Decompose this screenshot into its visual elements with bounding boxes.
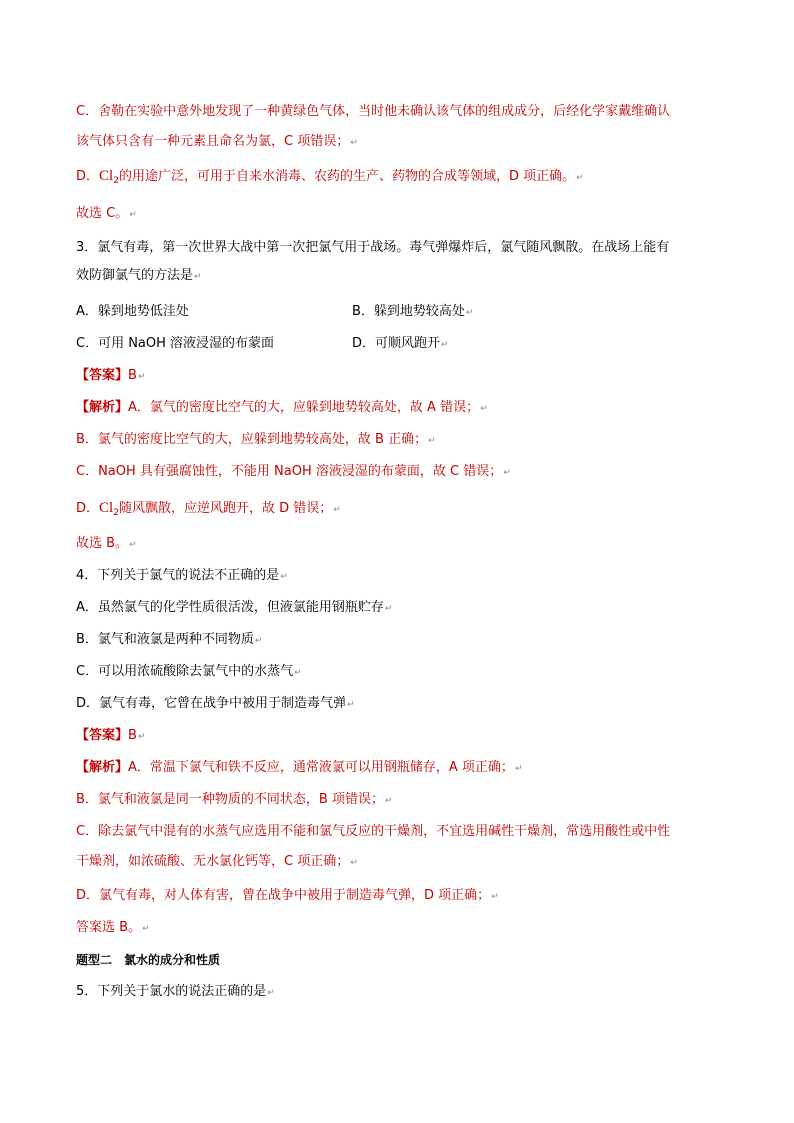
q3-option-a: A．躲到地势低洼处 xyxy=(76,304,189,319)
q3-analysis-b: B．氯气的密度比空气的大，应躲到地势较高处，故 B 正确；↵ xyxy=(76,432,436,447)
q3-analysis-c: C．NaOH 具有强腐蚀性，不能用 NaOH 溶液浸湿的布蒙面，故 C 错误；↵ xyxy=(76,464,511,479)
q4-analysis-b: B．氯气和液氯是同一种物质的不同状态，B 项错误；↵ xyxy=(76,792,393,807)
q3-option-c: C．可用 NaOH 溶液浸湿的布蒙面 xyxy=(76,336,275,351)
q4-conclusion: 答案选 B。↵ xyxy=(76,920,150,935)
q3-option-d: D．可顺风跑开↵ xyxy=(352,336,449,351)
q4-analysis-c-line2: 干燥剂，如浓硫酸、无水氯化钙等，C 项正确；↵ xyxy=(76,854,358,869)
q4-stem: 4．下列关于氯气的说法不正确的是↵ xyxy=(76,568,288,583)
q3-answer: 【答案】B↵ xyxy=(76,368,146,383)
q3-analysis-d: D．$Cl_2$随风飘散，应逆风跑开，故 D 错误；↵ xyxy=(76,500,341,518)
q4-analysis-a: 【解析】A．常温下氯气和铁不反应，通常液氯可以用钢瓶储存，A 项正确；↵ xyxy=(76,760,523,775)
q4-option-b: B．氯气和液氯是两种不同物质↵ xyxy=(76,632,263,647)
q3-options-row2 xyxy=(76,334,726,354)
q3-analysis-a: 【解析】A．氯气的密度比空气的大，应躲到地势较高处，故 A 错误；↵ xyxy=(76,400,488,415)
q4-analysis-d: D．氯气有毒，对人体有害，曾在战争中被用于制造毒气弹，D 项正确；↵ xyxy=(76,888,499,903)
q4-analysis-c-line1: C．除去氯气中混有的水蒸气应选用不能和氯气反应的干燥剂，不宜选用碱性干燥剂，常选用酸性或中性 xyxy=(76,824,671,839)
q2-conclusion: 故选 C。↵ xyxy=(76,206,137,221)
q5-stem: 5．下列关于氯水的说法正确的是↵ xyxy=(76,984,275,999)
q4-option-a: A．虽然氯气的化学性质很活泼，但液氯能用钢瓶贮存↵ xyxy=(76,600,393,615)
q3-stem-line1: 3．氯气有毒，第一次世界大战中第一次把氯气用于战场。毒气弹爆炸后，氯气随风飘散。在战场上能有 xyxy=(76,240,670,255)
q3-options-row1 xyxy=(76,302,726,322)
q2-option-c-explanation-line2: 该气体只含有一种元素且命名为氯，C 项错误；↵ xyxy=(76,134,358,149)
q3-conclusion: 故选 B。↵ xyxy=(76,536,137,551)
q4-option-d: D．氯气有毒，它曾在战争中被用于制造毒气弹↵ xyxy=(76,696,355,711)
q3-stem-line2: 效防御氯气的方法是↵ xyxy=(76,268,202,283)
q4-answer: 【答案】B↵ xyxy=(76,728,146,743)
q2-option-d-explanation: D．$Cl_2$的用途广泛，可用于自来水消毒、农药的生产、药物的合成等领域，D 项正确。↵ xyxy=(76,168,584,186)
section-title: 题型二 氯水的成分和性质 xyxy=(76,953,221,967)
q2-option-c-explanation-line1: C．舍勒在实验中意外地发现了一种黄绿色气体，当时他未确认该气体的组成成分，后经化学家戴维确认 xyxy=(76,104,671,119)
q3-option-b: B．躲到地势较高处↵ xyxy=(352,304,474,319)
q4-option-c: C．可以用浓硫酸除去氯气中的水蒸气↵ xyxy=(76,664,302,679)
